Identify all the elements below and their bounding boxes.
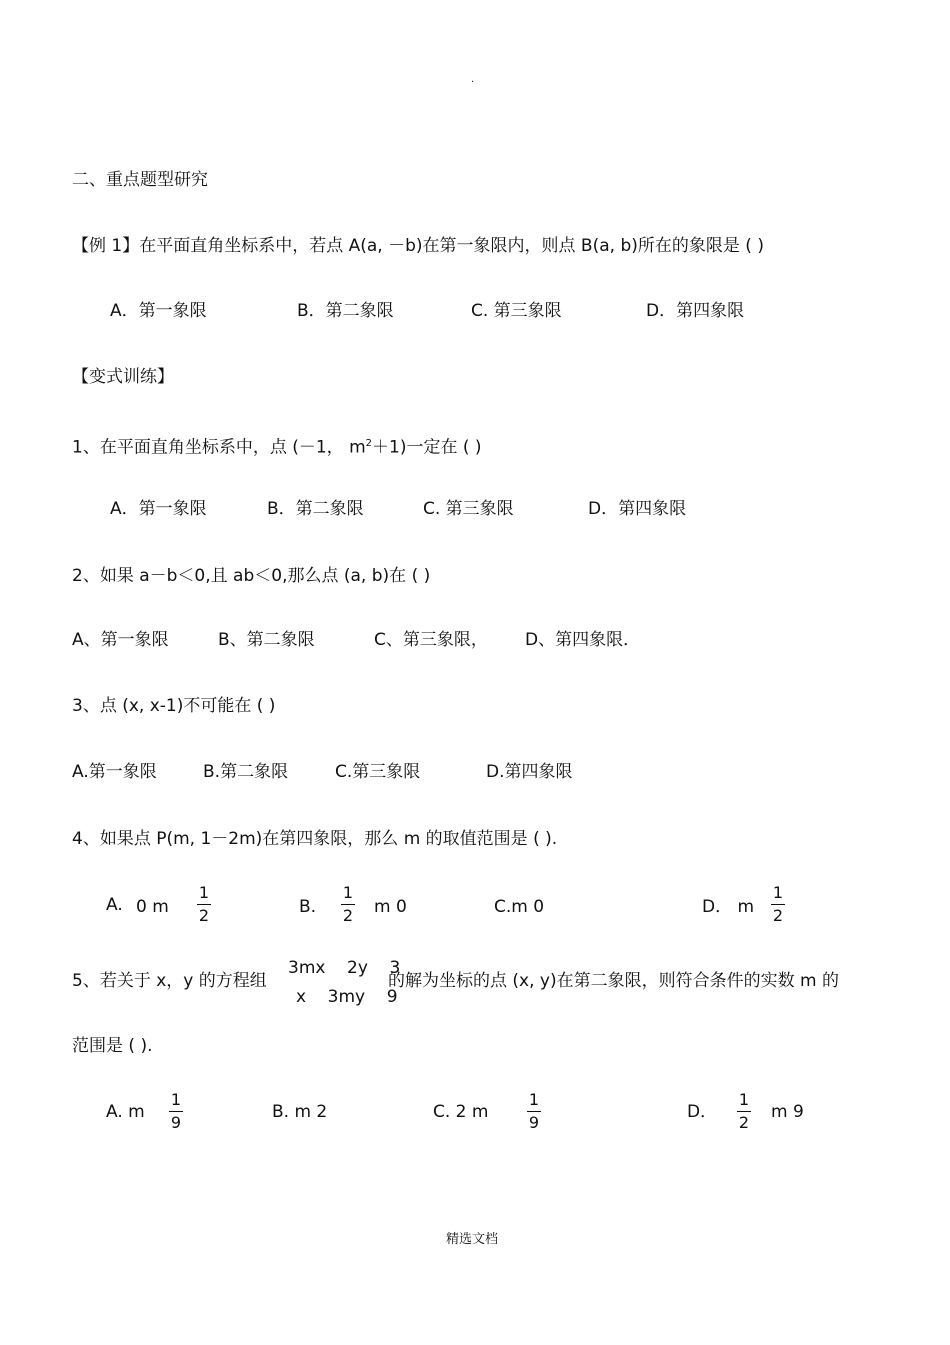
variant-training-title: 【变式训练】: [72, 367, 174, 387]
q4-option-b-expr: m 0: [374, 897, 407, 917]
q5-equation-1: 3mx 2y 3: [288, 958, 401, 978]
footer-label: 精选文档: [446, 1232, 499, 1247]
header-dot: .: [471, 74, 475, 85]
q5-line-2: 范围是 ( ).: [72, 1036, 153, 1056]
q2-option-a: A、第一象限: [72, 630, 169, 650]
fraction-denominator: 2: [198, 906, 210, 925]
fraction-denominator: 2: [342, 906, 354, 925]
q5-option-c-fraction: [526, 1091, 542, 1132]
question-1: [72, 434, 482, 458]
q4-option-d-fraction: [770, 884, 786, 925]
q4-option-b-fraction: [340, 884, 356, 925]
q5-option-d-fraction: [736, 1091, 752, 1132]
fraction-numerator: 1: [198, 883, 210, 902]
q1-superscript: 2: [365, 438, 373, 449]
example-1-option-b: B．第二象限: [297, 301, 394, 321]
q5-option-c-label: C. 2 m: [433, 1102, 489, 1122]
fraction-numerator: 1: [342, 883, 354, 902]
fraction-denominator: 2: [772, 906, 784, 925]
q3-option-c: C.第三象限: [335, 762, 421, 782]
q1-option-d: D．第四象限: [588, 499, 687, 519]
q4-option-a-fraction: [196, 884, 212, 925]
question-3: 3、点 (x, x-1)不可能在 ( ): [72, 696, 276, 716]
fraction-denominator: 9: [170, 1113, 182, 1132]
q4-option-d-label: D． m: [702, 897, 755, 917]
fraction-numerator: 1: [772, 883, 784, 902]
q4-option-a-label: A.: [106, 895, 123, 915]
question-4: 4、如果点 P(m, 1－2m)在第四象限，那么 m 的取值范围是 ( ).: [72, 829, 558, 849]
q2-option-b: B、第二象限: [218, 630, 315, 650]
fraction-bar: [197, 904, 211, 905]
q4-option-b-label: B.: [299, 897, 317, 917]
example-1-option-c: C. 第三象限: [471, 301, 562, 321]
q5-option-d-label: D．: [687, 1102, 718, 1122]
q3-option-b: B.第二象限: [203, 762, 289, 782]
q3-option-d: D.第四象限: [486, 762, 573, 782]
example-1-option-a: A．第一象限: [110, 301, 207, 321]
q3-option-a: A.第一象限: [72, 762, 157, 782]
q1-text-b: ＋1)一定在 ( ): [372, 437, 482, 458]
q2-option-d: D、第四象限．: [525, 630, 641, 650]
q2-option-c: C、第三象限，: [374, 630, 488, 650]
q5-equation-2: x 3my 9: [296, 987, 398, 1007]
fraction-numerator: 1: [738, 1090, 750, 1109]
q4-option-a-expr: 0 m: [136, 897, 169, 917]
q4-option-c: C.m 0: [494, 897, 545, 917]
example-1-question: 【例 1】在平面直角坐标系中，若点 A(a, －b)在第一象限内，则点 B(a, b)所在的象限是 ( ): [72, 236, 764, 256]
fraction-denominator: 2: [738, 1113, 750, 1132]
q1-option-a: A．第一象限: [110, 499, 207, 519]
fraction-bar: [341, 904, 355, 905]
q5-option-b: B. m 2: [272, 1102, 328, 1122]
fraction-bar: [771, 904, 785, 905]
fraction-denominator: 9: [528, 1113, 540, 1132]
q5-suffix: 的解为坐标的点 (x, y)在第二象限，则符合条件的实数 m 的: [388, 971, 839, 991]
section-title: 二、重点题型研究: [72, 170, 208, 190]
question-2: 2、如果 a－b＜0,且 ab＜0,那么点 (a, b)在 ( ): [72, 566, 431, 586]
q5-option-a-fraction: [168, 1091, 184, 1132]
q1-option-b: B．第二象限: [267, 499, 364, 519]
q5-prefix: 5、若关于 x，y 的方程组: [72, 971, 267, 991]
q5-option-a-label: A. m: [106, 1102, 145, 1122]
fraction-bar: [737, 1111, 751, 1112]
fraction-numerator: 1: [528, 1090, 540, 1109]
fraction-numerator: 1: [170, 1090, 182, 1109]
q1-text-a: 1、在平面直角坐标系中，点 (－1， m: [72, 437, 366, 458]
q5-option-d-tail: m 9: [771, 1102, 804, 1122]
q1-option-c: C. 第三象限: [423, 499, 514, 519]
fraction-bar: [527, 1111, 541, 1112]
q5-equation-system: [288, 958, 400, 1007]
example-1-option-d: D．第四象限: [646, 301, 745, 321]
fraction-bar: [169, 1111, 183, 1112]
